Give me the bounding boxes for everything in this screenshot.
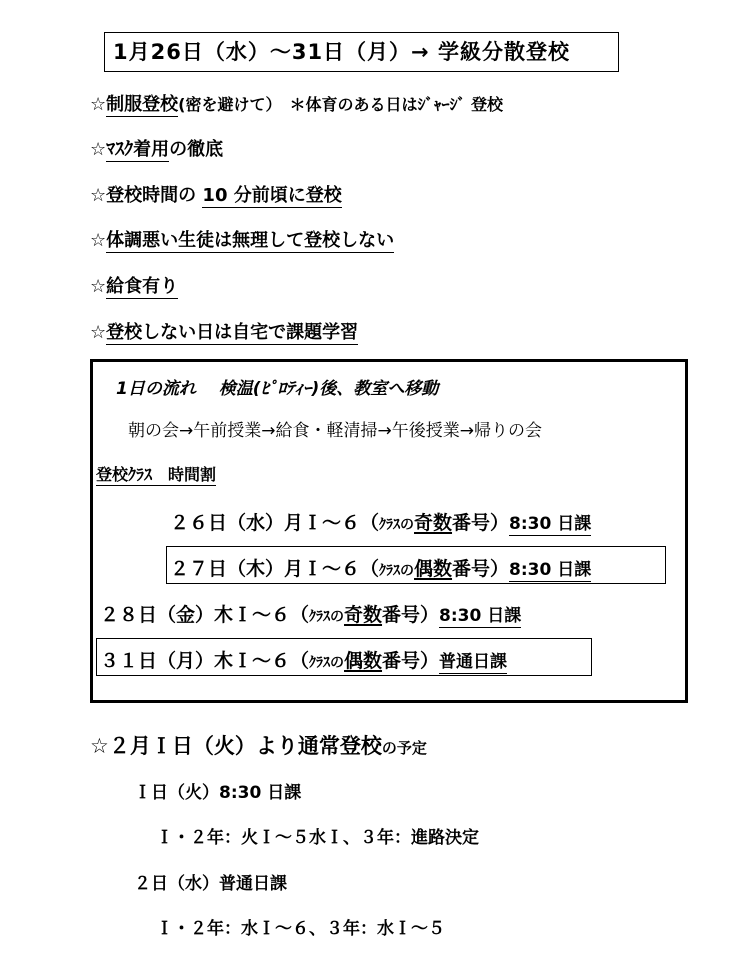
row-kind: 奇数 [414,512,453,534]
bullet-uniform [90,90,503,116]
bullet-text: の徹底 [169,139,224,160]
row-time: 8:30 日課 [509,514,592,534]
bullet-emphasis: 登校しない日は自宅で課題学習 [106,322,359,343]
row-kind: 奇数 [344,604,383,626]
feb-heading [90,730,427,760]
row-date: ３１日（月）木Ｉ～６（ [100,650,310,672]
row-number: 番号） [382,604,440,626]
row-number: 番号） [382,650,440,672]
star-icon: ☆ [90,276,107,297]
schedule-row [170,554,591,581]
star-icon: ☆ [90,94,107,115]
feb-line: ２日（水）普通日課 [134,874,287,894]
row-date: ２６日（水）月Ｉ～６（ [170,512,380,534]
row-kind: 偶数 [414,558,453,580]
star-icon: ☆ [90,230,107,251]
feb-line: Ｉ・２年：火Ｉ～５水Ｉ、３年：進路決定 [156,828,479,848]
row-class: ｸﾗｽの [379,517,415,533]
row-date: ２８日（金）木Ｉ～６（ [100,604,310,626]
feb-heading-text: ２月Ｉ日（火）より通常登校 [108,734,382,758]
feb-line: Ｉ・２年：水Ｉ～６、３年：水Ｉ～５ [156,919,445,939]
row-time: 普通日課 [439,652,508,672]
star-icon: ☆ [90,734,109,758]
daily-flow: 朝の会→午前授業→給食・軽清掃→午後授業→帰りの会 [128,421,542,441]
star-icon: ☆ [90,139,107,160]
schedule-row [100,600,521,627]
page-title: 1月26日（水）～31日（月）→ 学級分散登校 [104,32,619,72]
bullet-text: 登校時間の [106,185,203,206]
bullet-lunch [90,272,178,298]
feb-line: Ｉ日（火）8:30 日課 [134,783,302,803]
bullet-arrival-time [90,181,342,207]
bullet-emphasis: ﾏｽｸ着用 [106,139,170,160]
row-time: 8:30 日課 [439,606,522,626]
bullet-emphasis: 体調悪い生徒は無理して登校しない [106,230,395,251]
schedule-row [100,646,507,673]
row-number: 番号） [452,558,510,580]
bullet-home-study [90,318,358,344]
star-icon: ☆ [90,185,107,206]
row-kind: 偶数 [344,650,383,672]
row-class: ｸﾗｽの [309,609,345,625]
row-class: ｸﾗｽの [379,563,415,579]
schedule-subheading: 登校ｸﾗｽ 時間割 [96,465,217,484]
bullet-mask [90,135,223,161]
bullet-sick-students [90,226,394,252]
schedule-heading: 1日の流れ 検温(ﾋﾟﾛﾃｨｰ)後、教室へ移動 [116,379,439,399]
row-time: 8:30 日課 [509,560,592,580]
star-icon: ☆ [90,322,107,343]
row-date: ２７日（木）月Ｉ～６（ [170,558,380,580]
row-number: 番号） [452,512,510,534]
feb-heading-suffix: の予定 [381,739,427,757]
schedule-row [170,508,591,535]
bullet-emphasis: 10 分前頃に登校 [202,185,342,206]
bullet-text: (密を避けて） ＊体育のある日はｼﾞｬｰｼﾞ 登校 [178,95,504,114]
bullet-emphasis: 給食有り [106,276,179,297]
row-class: ｸﾗｽの [309,655,345,671]
bullet-emphasis: 制服登校 [106,94,179,115]
